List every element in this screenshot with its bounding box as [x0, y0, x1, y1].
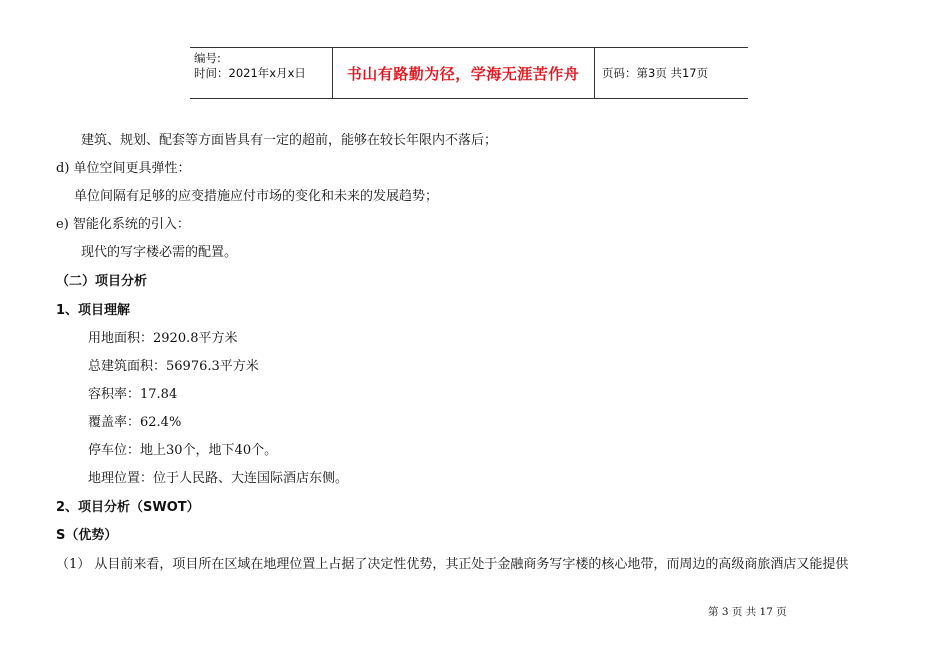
- header-info-cell: [190, 48, 333, 98]
- coverage-ratio: 覆盖率：62.4%: [88, 415, 182, 430]
- section-heading: （二）项目分析: [56, 274, 148, 289]
- land-area: 用地面积：2920.8平方米: [88, 331, 238, 346]
- body-line: 现代的写字楼必需的配置。: [81, 245, 238, 260]
- swot-strength-heading: S（优势）: [56, 528, 118, 543]
- page-footer: 第 3 页 共 17 页: [708, 606, 787, 618]
- header-page-cell: [594, 48, 748, 98]
- parking-spaces: 停车位：地上30个，地下40个。: [88, 443, 278, 458]
- floor-area-ratio: 容积率：17.84: [88, 387, 178, 402]
- document-time-label: 时间：2021年x月x日: [194, 66, 306, 80]
- list-item-e: e) 智能化系统的引入：: [56, 217, 190, 232]
- list-item-d: d) 单位空间更具弹性：: [56, 161, 191, 176]
- body-line: 单位间隔有足够的应变措施应付市场的变化和未来的发展趋势；: [74, 189, 439, 204]
- location: 地理位置：位于人民路、大连国际酒店东侧。: [88, 471, 349, 486]
- subsection-heading: 1、项目理解: [56, 303, 131, 318]
- building-area: 总建筑面积：56976.3平方米: [88, 359, 259, 374]
- page-header: [190, 47, 748, 99]
- subsection-heading: 2、项目分析（SWOT）: [56, 500, 200, 515]
- header-page-label: 页码：第3页 共17页: [602, 66, 709, 80]
- body-line: 建筑、规划、配套等方面皆具有一定的超前，能够在较长年限内不落后；: [81, 133, 498, 148]
- paragraph: （1） 从目前来看，项目所在区域在地理位置上占据了决定性优势，其正处于金融商务写字楼的核心地带，而周边的高级商旅酒店又能提供: [56, 557, 849, 572]
- header-motto-cell: [332, 48, 595, 98]
- document-number-label: 编号:: [194, 51, 221, 65]
- header-motto: 书山有路勤为径，学海无涯苦作舟: [346, 64, 580, 83]
